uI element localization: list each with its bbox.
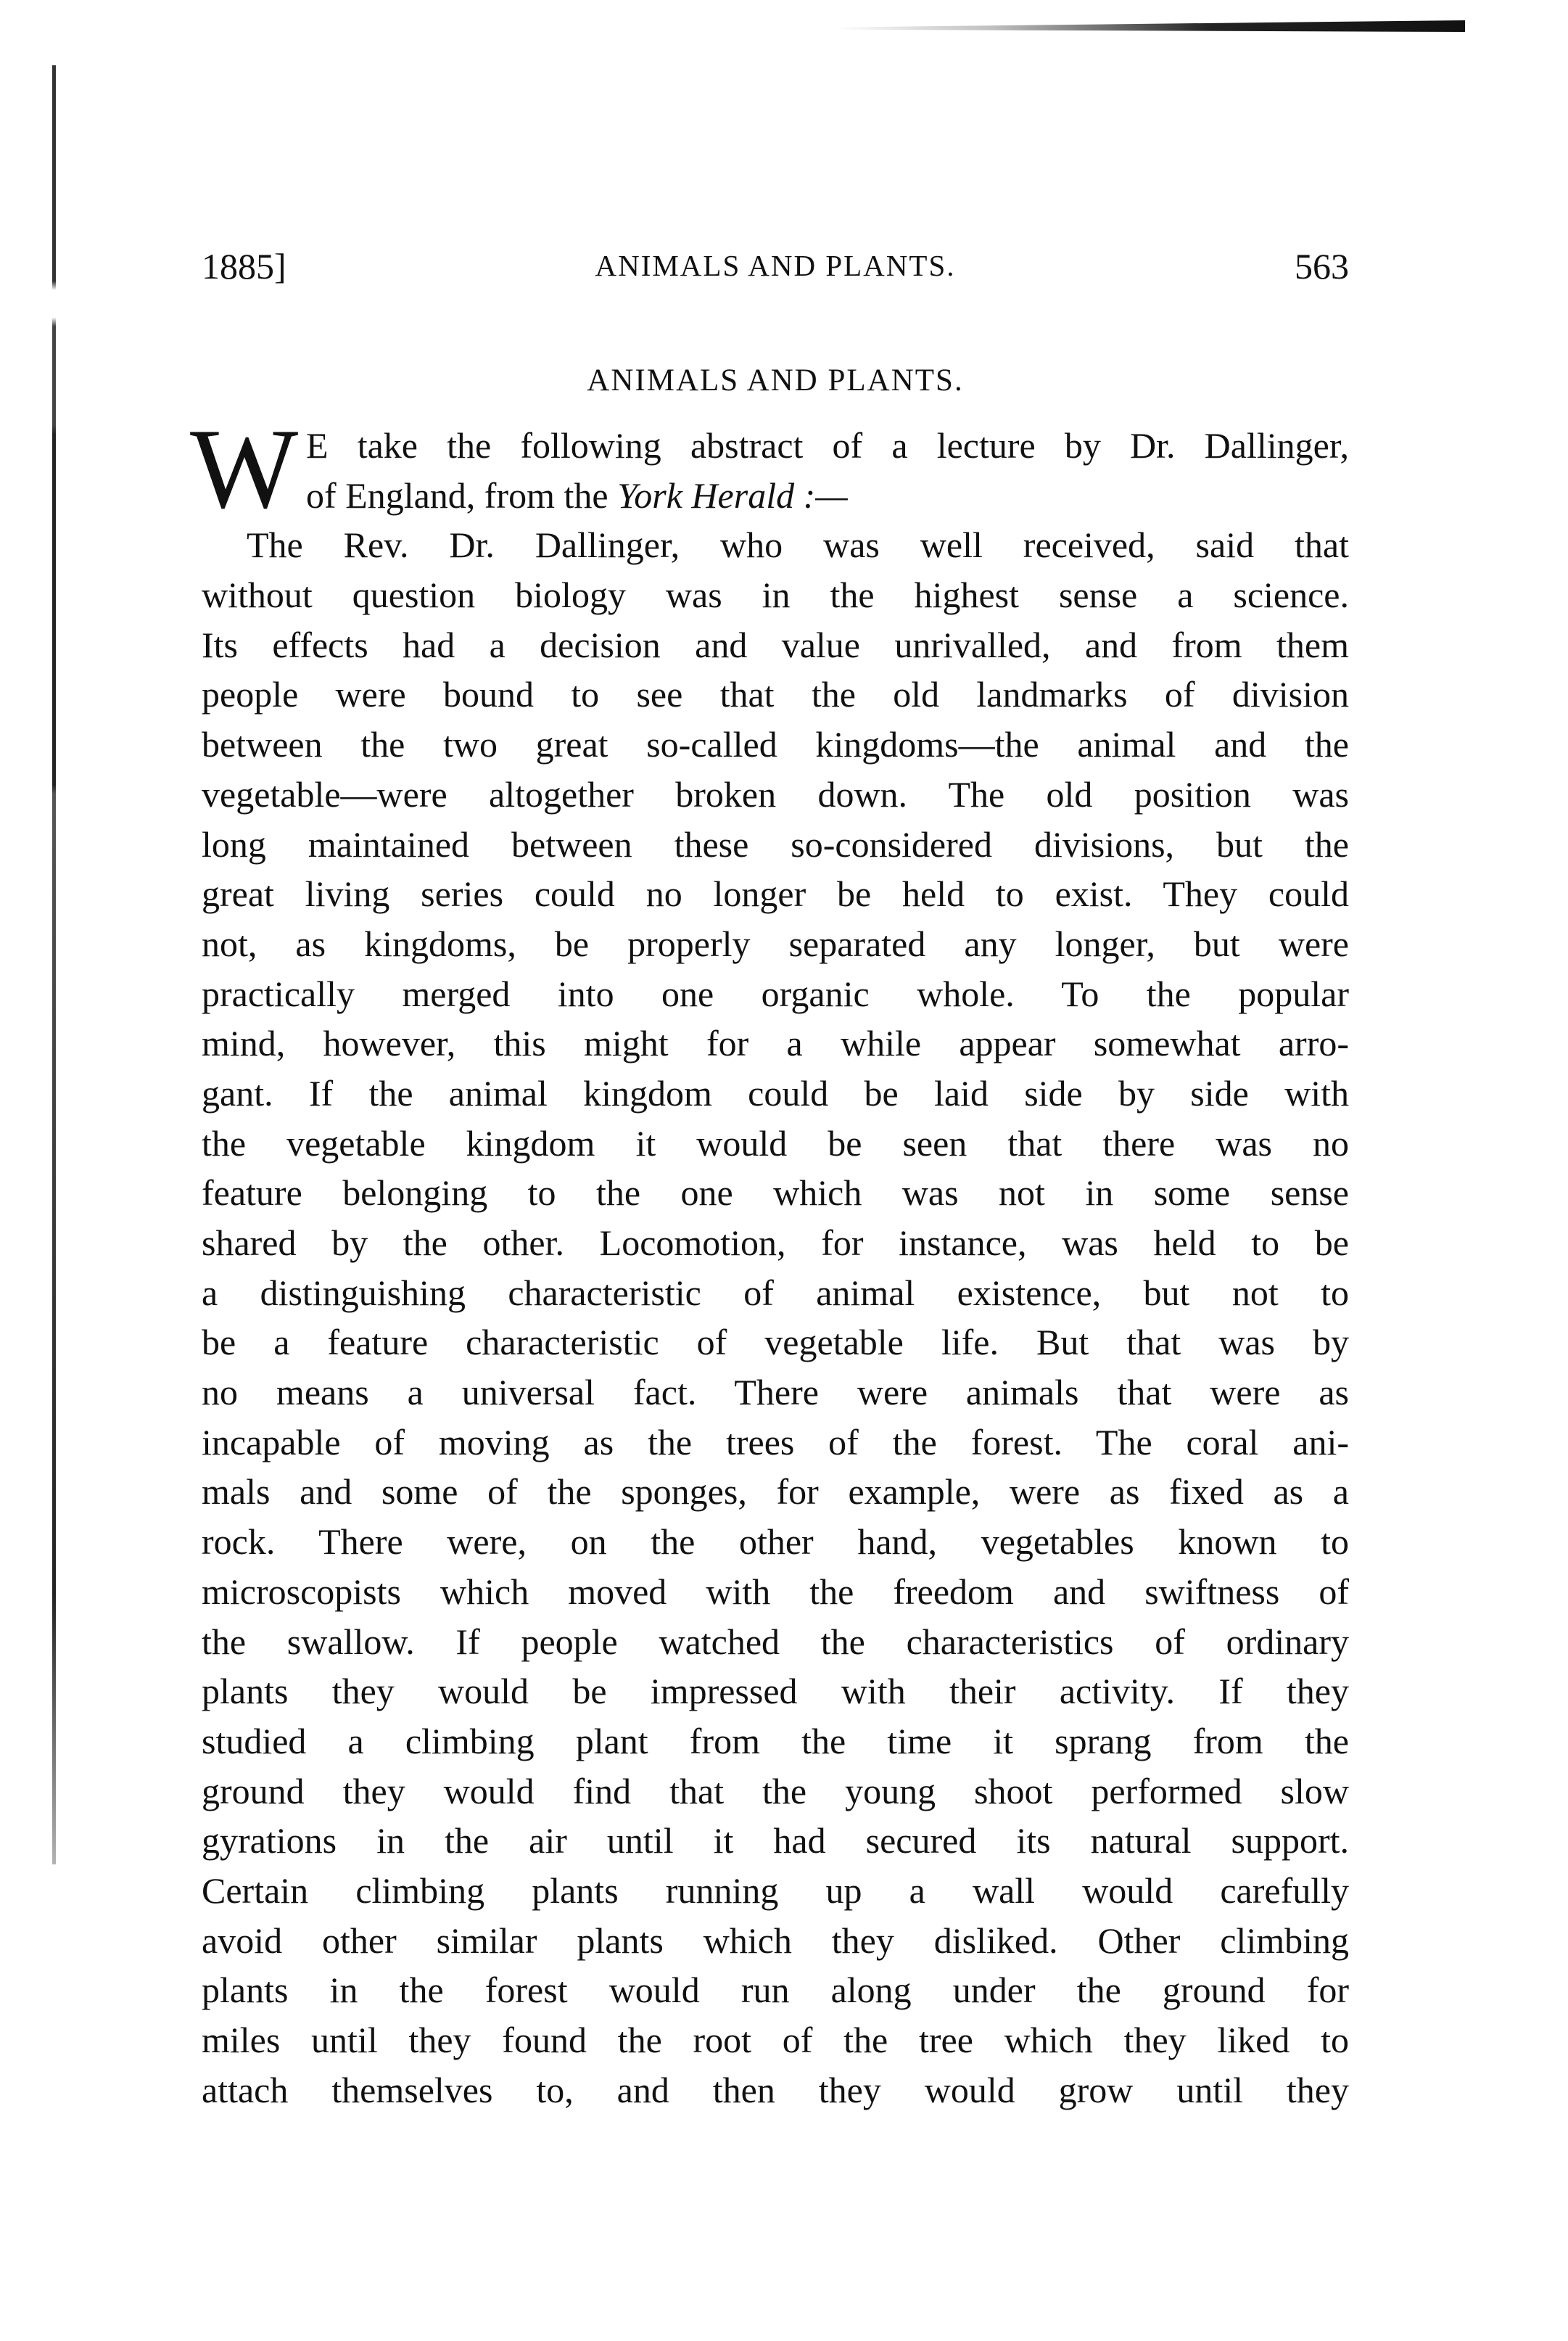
- text-line: attach themselves to, and then they would grow until they: [202, 2069, 1349, 2110]
- text-line: avoid other similar plants which they disliked. Other climbing: [202, 1920, 1349, 1961]
- article-title: ANIMALS AND PLANTS.: [587, 363, 964, 398]
- page-header: [202, 245, 1349, 289]
- text-line: the vegetable kingdom it would be seen that there was no: [202, 1122, 1349, 1164]
- text-line: the swallow. If people watched the characteristics of ordinary: [202, 1621, 1349, 1662]
- top-edge-rule: [834, 20, 1465, 32]
- text-line: shared by the other. Locomotion, for instance, was held to be: [202, 1222, 1349, 1263]
- text-line: gant. If the animal kingdom could be laid side by side with: [202, 1072, 1349, 1114]
- page-number: 563: [1295, 246, 1349, 287]
- text-line: be a feature characteristic of vegetable life. But that was by: [202, 1322, 1349, 1363]
- text-line: long maintained between these so-considered divisions, but the: [202, 823, 1349, 865]
- text-line: Its effects had a decision and value unrivalled, and from them: [202, 624, 1349, 665]
- binding-gutter-line: [52, 65, 56, 1864]
- text-line: without question biology was in the highest sense a science.: [202, 575, 1349, 616]
- source-title: York Herald :—: [617, 474, 848, 516]
- intro-line: [202, 471, 1349, 521]
- intro-text-2: of England, from the: [306, 474, 618, 516]
- text-line: a distinguishing characteristic of animal existence, but not to: [202, 1272, 1349, 1313]
- intro-line: [202, 421, 1349, 471]
- drop-cap: W: [190, 406, 299, 532]
- text-line: feature belonging to the one which was not in some sense: [202, 1172, 1349, 1214]
- text-line: not, as kingdoms, be properly separated any longer, but were: [202, 923, 1349, 964]
- text-line: microscopists which moved with the freedom and swiftness of: [202, 1571, 1349, 1612]
- body-lines: [202, 520, 1349, 2115]
- text-line: rock. There were, on the other hand, vegetables known to: [202, 1521, 1349, 1563]
- text-line: The Rev. Dr. Dallinger, who was well received, said that: [247, 524, 1349, 566]
- running-title: ANIMALS AND PLANTS.: [595, 249, 956, 282]
- text-line: people were bound to see that the old landmarks of division: [202, 674, 1349, 715]
- text-line: mals and some of the sponges, for example, were as fixed as a: [202, 1471, 1349, 1513]
- text-line: ground they would find that the young shoot performed slow: [202, 1770, 1349, 1811]
- text-line: between the two great so-called kingdoms—the animal and the: [202, 724, 1349, 765]
- header-year: 1885]: [202, 246, 286, 287]
- intro-text-1: E take the following abstract of a lecture by Dr. Dallinger,: [306, 425, 1349, 466]
- text-line: plants in the forest would run along under the ground for: [202, 1970, 1349, 2011]
- text-line: incapable of moving as the trees of the forest. The coral ani-: [202, 1421, 1349, 1462]
- text-line: no means a universal fact. There were animals that were as: [202, 1372, 1349, 1413]
- text-line: great living series could no longer be held to exist. They could: [202, 873, 1349, 915]
- article-body: [202, 421, 1349, 2115]
- text-line: practically merged into one organic whole. To the popular: [202, 973, 1349, 1014]
- text-line: miles until they found the root of the tree which they liked to: [202, 2020, 1349, 2060]
- text-line: gyrations in the air until it had secured its natural support.: [202, 1820, 1349, 1861]
- text-line: mind, however, this might for a while appear somewhat arro-: [202, 1023, 1349, 1064]
- text-line: vegetable—were altogether broken down. The old position was: [202, 773, 1349, 815]
- text-line: plants they would be impressed with their activity. If they: [202, 1671, 1349, 1712]
- text-line: Certain climbing plants running up a wall would carefully: [202, 1869, 1349, 1911]
- text-line: studied a climbing plant from the time it sprang from the: [202, 1720, 1349, 1761]
